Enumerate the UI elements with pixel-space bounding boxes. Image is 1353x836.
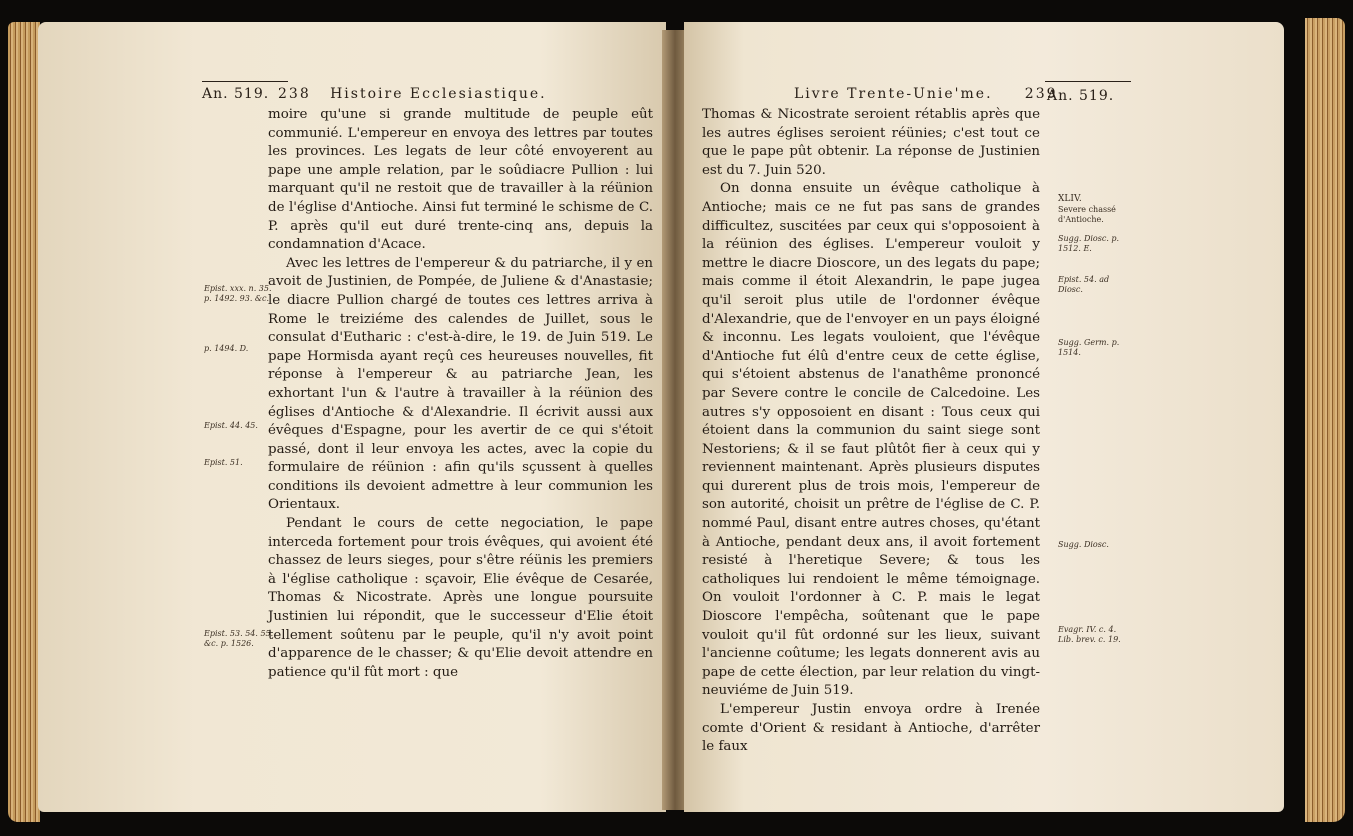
right-page-text: [702, 106, 1040, 757]
running-head-title: Livre Trente-Unie'me.: [794, 86, 993, 102]
margin-note: p. 1494. D.: [204, 344, 249, 353]
right-page-edges: [1305, 18, 1345, 822]
running-head-title: Histoire Ecclesiastique.: [330, 86, 547, 102]
page-number: 239: [1024, 86, 1058, 102]
left-page: [38, 22, 666, 812]
margin-note: &c. p. 1526.: [204, 639, 254, 648]
margin-note: p. 1492. 93. &c.: [204, 294, 270, 303]
margin-note: Epist. xxx. n. 35.: [204, 284, 272, 293]
right-page: [684, 22, 1284, 812]
margin-note: Epist. 51.: [204, 458, 243, 467]
margin-note: XLIV.: [1058, 194, 1082, 204]
margin-note: Evagr. IV. c. 4.: [1058, 625, 1117, 634]
margin-note: Diosc.: [1058, 285, 1083, 294]
left-page-text: [268, 106, 653, 682]
paragraph: moire qu'une si grande multitude de peuple eût communié. L'empereur en envoya des lettres par toutes les provinces. Les legats de leur côté envoyerent au pape une ample relation, par le soûdiacre Pullion : lui marquant qu'il ne restoit que de travailler à la réünion de l'église d'Antioche. Ainsi fut terminé le schisme de C. P. après qu'il eut duré trente-cinq ans, depuis la condamnation d'Acace.: [268, 107, 653, 253]
paragraph: Avec les lettres de l'empereur & du patriarche, il y en avoit de Justinien, de Pompée, de Juliene & d'Anastasie; le diacre Pullion chargé de toutes ces lettres arriva à Rome le treiziéme des calendes de Juillet, sous le consulat d'Eutharic : c'est-à-dire, le 19. de Juin 519. Le pape Hormisda ayant reçû ces heureuses nouvelles, fit réponse à l'empereur & au patriarche Jean, les exhortant l'un & l'autre à travailler à la réünion des églises d'Antioche & d'Alexandrie. Il écrivit aussi aux évêques d'Espagne, pour les avertir de ce qui s'étoit passé, dont il leur envoya les actes, avec la copie du formulaire de réünion : afin qu'ils sçussent à quelles conditions ils devoient admettre à leur communion les Orientaux.: [268, 255, 653, 513]
margin-note: Sugg. Germ. p.: [1058, 338, 1120, 347]
page-number: 238: [278, 86, 311, 102]
margin-note: Epist. 54. ad: [1058, 275, 1110, 284]
paragraph: L'empereur Justin envoya ordre à Irenée comte d'Orient & residant à Antioche, d'arrêter le faux: [702, 702, 1040, 755]
margin-note: d'Antioche.: [1058, 215, 1104, 224]
year-rule: [202, 81, 288, 82]
running-head: [278, 86, 547, 102]
margin-note: Lib. brev. c. 19.: [1058, 635, 1121, 644]
margin-note: 1512. E.: [1058, 244, 1092, 253]
paragraph: Pendant le cours de cette negociation, le pape interceda fortement pour trois évêques, qui avoient été chassez de leurs sieges, pour s'être réünis les premiers à l'église catholique : sçavoir, Elie évêque de Cesarée, Thomas & Nicostrate. Après une longue poursuite Justinien lui répondit, que le successeur d'Elie étoit tellement soûtenu par le peuple, qu'il n'y avoit point d'apparence de le chasser; & qu'Elie devoit attendre en patience qu'il fût mort : que: [268, 516, 653, 680]
margin-note: Sugg. Diosc. p.: [1058, 234, 1120, 243]
paragraph: On donna ensuite un évêque catholique à Antioche; mais ce ne fut pas sans de grandes difficultez, suscitées par ceux qui s'opposoient à la réünion des églises. L'empereur vouloit y mettre le diacre Dioscore, un des legats du pape; mais comme il étoit Alexandrin, le pape jugea qu'il seroit plus utile de l'ordonner évêque d'Alexandrie, que de l'envoyer en un pays éloigné & inconnu. Les legats vouloient, que l'évêque d'Antioche fut élû d'entre ceux de cette église, qui s'étoient abstenus de l'anathême prononcé par Severe contre le concile de Calcedoine. Les autres s'y opposoient en disant : Tous ceux qui étoient dans la communion du saint siege sont Nestoriens; & il se faut plûtôt fier à ceux qui y reviennent maintenant. Après plusieurs disputes qui durerent plus de trois mois, l'empereur de son autorité, choisit un prêtre de l'église de C. P. nommé Paul, disant entre autres choses, qu'étant à Antioche, pendant deux ans, il avoit fortement resisté à l'heretique Severe; & tous les catholiques lui rendoient le même témoignage. On vouloit l'ordonner à C. P. mais le legat Dioscore l'empêcha, soûtenant que le pape vouloit qu'il fût ordonné sur les lieux, suivant l'ancienne coûtume; les legats donnerent avis au pape de cette élection, par leur relation du vingt-neuviéme de Juin 519.: [702, 181, 1040, 699]
year-label: An. 519.: [1047, 88, 1115, 104]
year-label: An. 519.: [202, 86, 270, 102]
running-head: [794, 86, 1058, 102]
year-rule: [1045, 81, 1131, 82]
margin-note: Sugg. Diosc.: [1058, 540, 1109, 549]
left-page-edges: [8, 22, 40, 822]
paragraph: Thomas & Nicostrate seroient rétablis après que les autres églises seroient réünies; c'est tout ce que le pape pût obtenir. La réponse de Justinien est du 7. Juin 520.: [702, 107, 1040, 178]
margin-note: Epist. 53. 54. 55.: [204, 629, 274, 638]
margin-note: Epist. 44. 45.: [204, 421, 258, 430]
margin-note: 1514.: [1058, 348, 1081, 357]
margin-note: Severe chassé: [1058, 205, 1116, 214]
